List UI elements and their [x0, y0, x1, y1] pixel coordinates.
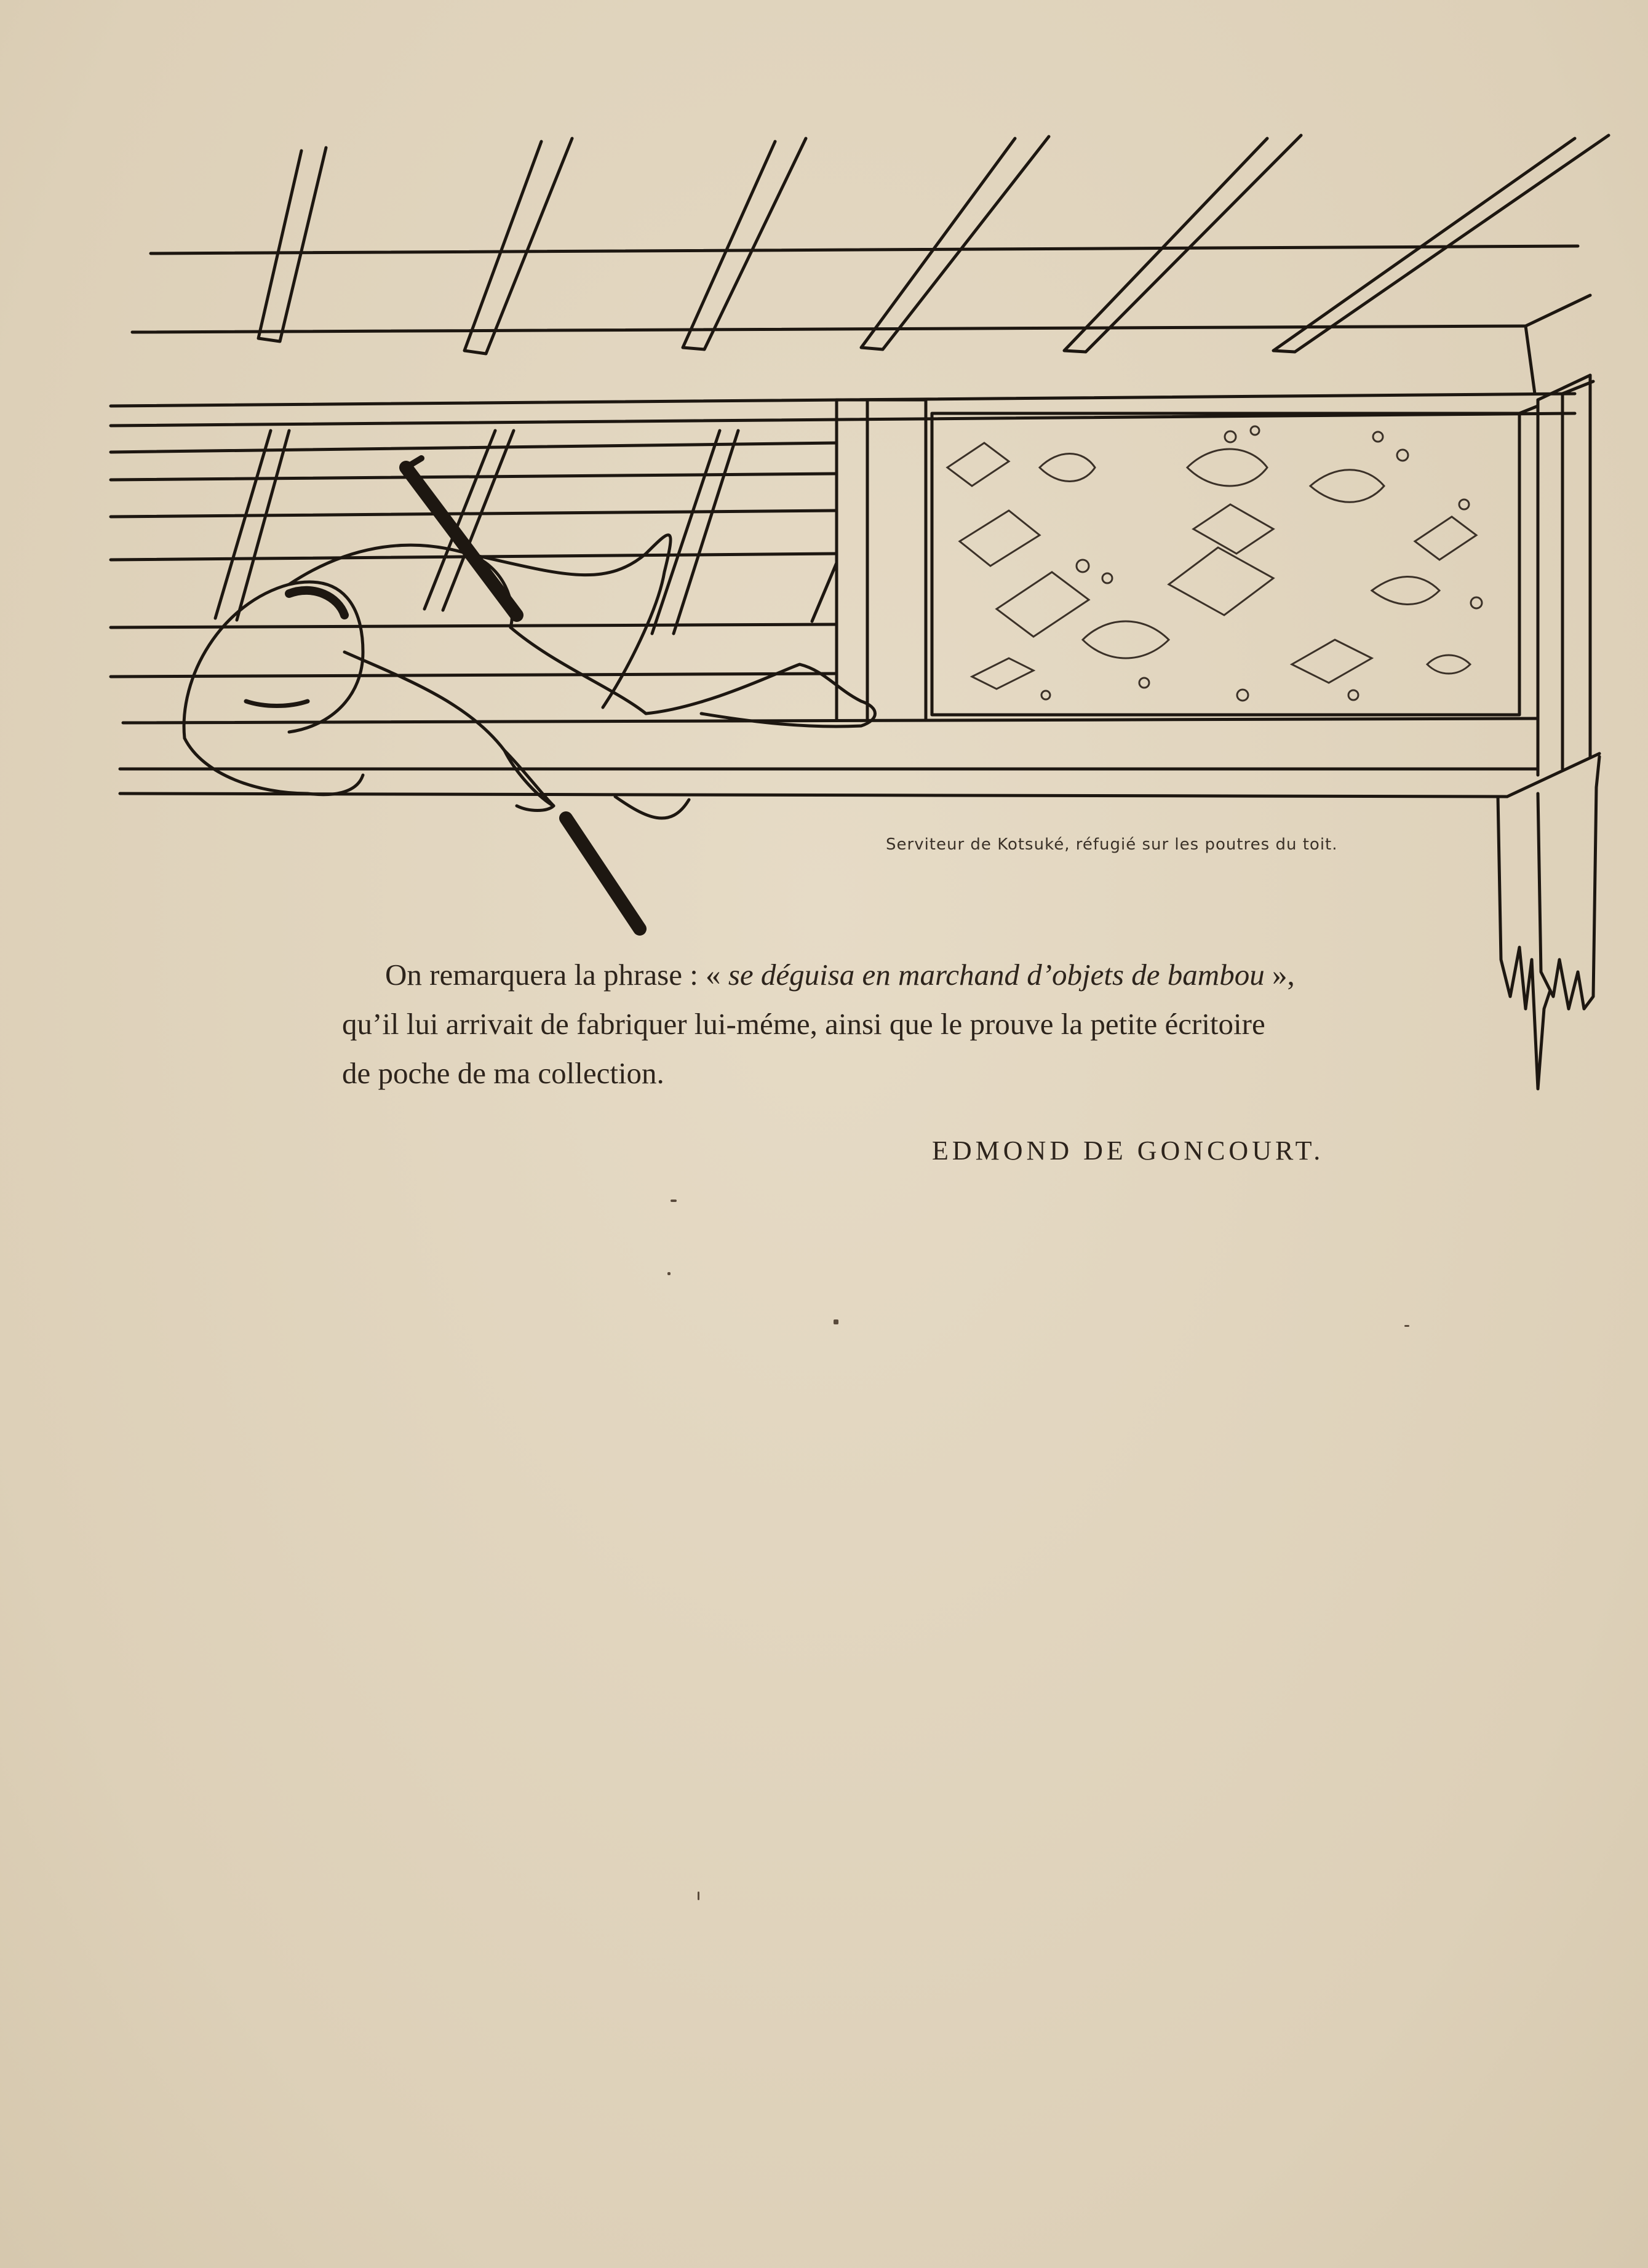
paper-speck [667, 1272, 671, 1275]
roof-beam-illustration [0, 0, 1648, 1107]
author-signature: EDMOND DE GONCOURT. [932, 1136, 1324, 1166]
upper-rafters [258, 135, 1609, 354]
paragraph-line-3: de poche de ma collection. [342, 1056, 664, 1090]
paper-speck [671, 1200, 677, 1202]
line1-suffix: », [1272, 958, 1295, 992]
illustration-caption: Serviteur de Kotsuké, réfugié sur les poutres du toit. [886, 835, 1338, 854]
line1-italic-quote: se déguisa en marchand d’objets de bambou [720, 958, 1272, 992]
paper-speck [834, 1319, 838, 1324]
purlins [132, 246, 1590, 394]
panel-ornament [947, 426, 1482, 701]
line1-prefix: On remarquera la phrase : « [385, 958, 721, 992]
servant-figure [184, 458, 875, 929]
body-paragraph [342, 950, 1400, 1098]
paragraph-line-2: qu’il lui arrivait de fabriquer lui-méme, ainsi que le prouve la petite écritoire [342, 1007, 1265, 1041]
paper-speck [698, 1892, 699, 1900]
broken-pillar [1498, 757, 1599, 1089]
central-post [837, 400, 926, 720]
paragraph-line-1 [342, 950, 1400, 1000]
decorative-panel [932, 406, 1538, 715]
paper-speck [1404, 1325, 1409, 1327]
